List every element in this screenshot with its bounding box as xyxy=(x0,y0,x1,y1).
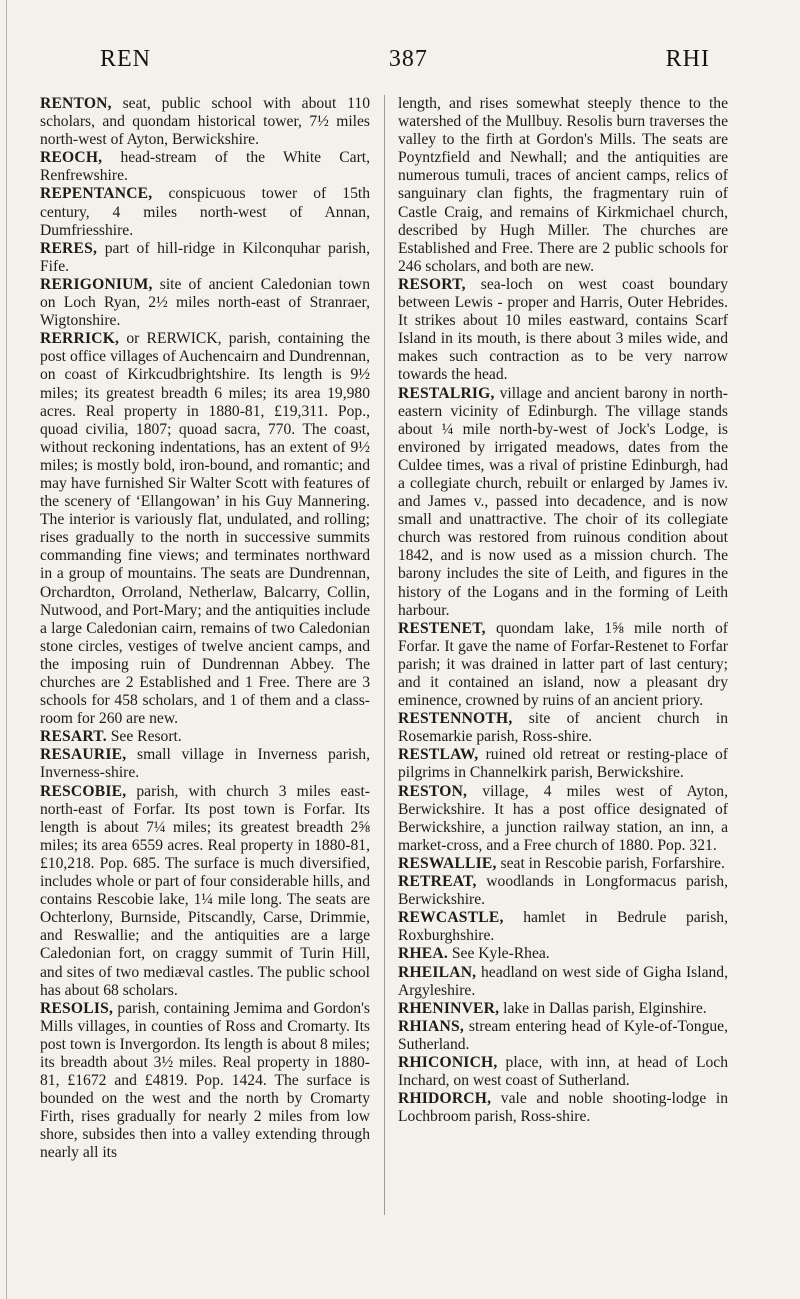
entry-resart xyxy=(40,728,370,746)
entry-rewcastle xyxy=(398,909,728,945)
entry-text: hamlet in Bedrule parish, Roxburghshire. xyxy=(398,909,728,945)
header-left-guideword: REN xyxy=(100,46,151,72)
entry-text: parish, with church 3 miles east-north-east of Forfar. Its post town is Forfar. Its length is about 7¼ miles; its greatest breadth 2⅝ miles; its area 6559 acres. Real property in 1880-81, £10,218. Pop. 685. The surface is much diversified, includes whole or part of four considerable hills, and contains Rescobie lake, 1¼ mile long. The seats are Ochterlony, Burnside, Pitscandly, Carse, Drimmie, and Reswallie; and the antiquities are a large Caledonian fort, on craggy summit of Turin Hill, and sites of two mediæval castles. The public school has about 68 scholars. xyxy=(40,782,370,999)
header-right-guideword: RHI xyxy=(665,46,710,72)
entry-headword: RESART. xyxy=(40,728,107,746)
entry-rheninver xyxy=(398,1000,728,1018)
entry-headword: RERIGONIUM, xyxy=(40,275,153,293)
entry-headword: RESORT, xyxy=(398,275,466,293)
entry-text: lake in Dallas parish, Elginshire. xyxy=(499,999,707,1017)
entry-retreat xyxy=(398,873,728,909)
entry-text: part of hill-ridge in Kilconquhar parish, Fife. xyxy=(40,239,370,275)
entry-reres xyxy=(40,240,370,276)
entry-rhidorch xyxy=(398,1090,728,1126)
left-column xyxy=(40,95,370,1163)
entry-rhiconich xyxy=(398,1054,728,1090)
entry-headword: RHENINVER, xyxy=(398,999,500,1017)
entry-headword: RESTENET, xyxy=(398,619,486,637)
entry-headword: RESTLAW, xyxy=(398,746,479,764)
right-column xyxy=(398,95,728,1126)
entry-headword: RHICONICH, xyxy=(398,1053,498,1071)
entry-text: conspicuous tower of 15th century, 4 miles north-west of Annan, Dumfriesshire. xyxy=(40,185,370,239)
entry-text: place, with inn, at head of Loch Inchard, on west coast of Sutherland. xyxy=(398,1053,728,1090)
entry-resaurie xyxy=(40,746,370,782)
entry-headword: RERES, xyxy=(40,239,98,257)
entry-resolis-continued xyxy=(398,95,728,276)
running-header xyxy=(100,46,710,73)
entry-headword: REOCH, xyxy=(40,149,103,167)
entry-restalrig xyxy=(398,385,728,620)
entry-text: seat, public school with about 110 scholars, and quondam historical tower, 7½ miles north-west of Ayton, Berwickshire. xyxy=(40,95,370,149)
entry-headword: RHIDORCH, xyxy=(398,1090,492,1108)
entry-resort xyxy=(398,276,728,385)
entry-text: stream entering head of Kyle-of-Tongue, Sutherland. xyxy=(398,1017,728,1053)
entry-headword: REPENTANCE, xyxy=(40,185,153,203)
entry-rhians xyxy=(398,1018,728,1054)
entry-text: ruined old retreat or resting-place of pilgrims in Channelkirk parish, Berwickshire. xyxy=(398,746,728,782)
entry-text: head-stream of the White Cart, Renfrewshire. xyxy=(40,149,370,185)
entry-headword: RERRICK, xyxy=(40,330,120,348)
entry-headword: RESTALRIG, xyxy=(398,384,495,402)
entry-headword: RESTENNOTH, xyxy=(398,710,513,728)
entry-headword: RHEA. xyxy=(398,945,448,963)
entry-headword: RETREAT, xyxy=(398,873,477,891)
entry-text: village and ancient barony in north-eastern vicinity of Edinburgh. The village stands about ¼ mile north-by-west of Jock's Lodge, is environed by irrigated meadows, dates from the Culdee times, was a rival of pristine Edinburgh, had a collegiate church, rebuilt or enlarged by James iv. and James v., passed into decadence, and is now small and unattractive. The choir of its collegiate church was restored from ruinous condition about 1842, and is now used as a mission church. The barony includes the site of Leith, and figures in the history of the Logans and in the forming of Leith harbour. xyxy=(398,384,728,619)
entry-text: vale and noble shooting-lodge in Lochbroom parish, Ross-shire. xyxy=(398,1090,728,1126)
entry-text: or RERWICK, parish, containing the post office villages of Auchencairn and Dundrennan, on coast of Kirkcudbrightshire. Its length is 9½ miles; its greatest breadth 6 miles; its area 19,980 acres. Real property in 1880-81, £19,311. Pop., quoad civilia, 1807; quoad sacra, 770. The coast, without reckoning indentations, has an extent of 9½ miles; is mostly bold, iron-bound, and romantic; and may have furnished Sir Walter Scott with features of the scenery of ‘Ellangowan’ in his Guy Mannering. The interior is variously flat, undulated, and rolling; rises gradually to the north in successive summits commanding fine views; and terminates northward in a group of mountains. The seats are Dundrennan, Orchardton, Orroland, Netherlaw, Balcarry, Collin, Nutwood, and Port-Mary; and the antiquities include a large Caledonian cairn, remains of two Caledonian stone circles, vestiges of twelve ancient camps, and the imposing ruin of Dundrennan Abbey. The churches are 2 Established and 1 Free. There are 3 schools for 458 scholars, and 1 of them and a class-room for 260 are new. xyxy=(40,330,370,728)
entry-text: woodlands in Longformacus parish, Berwickshire. xyxy=(398,873,728,909)
entry-reoch xyxy=(40,149,370,185)
entry-rerrick xyxy=(40,330,370,728)
entry-headword: RHIANS, xyxy=(398,1017,464,1035)
entry-headword: RESAURIE, xyxy=(40,746,127,764)
entry-headword: RESWALLIE, xyxy=(398,854,497,872)
page-edge-line xyxy=(6,0,7,1299)
entry-headword: RENTON, xyxy=(40,95,112,112)
entry-headword: RESTON, xyxy=(398,782,468,800)
entry-text: See Kyle-Rhea. xyxy=(447,945,550,963)
entry-restennoth xyxy=(398,710,728,746)
entry-headword: RHEILAN, xyxy=(398,963,477,981)
entry-text: length, and rises somewhat steeply thence to the watershed of the Mullbuy. Resolis burn traverses the valley to the firth at Gordon's Mills. The seats are Poyntzfield and Newhall; and the antiquities are numerous tumuli, traces of ancient camps, relics of sanguinary clan fights, the fragmentary ruin of Castle Craig, and remains of Kirkmichael church, described by Hugh Miller. The churches are Established and Free. There are 2 public schools for 246 scholars, and both are new. xyxy=(398,95,728,275)
entry-repentance xyxy=(40,185,370,239)
entry-restenet xyxy=(398,620,728,710)
entry-headword: RESOLIS, xyxy=(40,999,114,1017)
column-divider xyxy=(384,95,385,1215)
page-number: 387 xyxy=(388,46,428,72)
entry-rescobie xyxy=(40,783,370,1000)
entry-text: seat in Rescobie parish, Forfarshire. xyxy=(496,854,725,872)
entry-rerigonium xyxy=(40,276,370,330)
entry-headword: RESCOBIE, xyxy=(40,782,127,800)
entry-rhea xyxy=(398,945,728,963)
entry-text: quondam lake, 1⅝ mile north of Forfar. It gave the name of Forfar-Restenet to Forfar parish; it was drained in latter part of last century; and it contained an island, now a pleasant dry eminence, crowned by ruins of an ancient priory. xyxy=(398,619,728,710)
entry-rheilan xyxy=(398,964,728,1000)
entry-text: parish, containing Jemima and Gordon's Mills villages, in counties of Ross and Cromarty. Its post town is Invergordon. Its length is about 8 miles; its breadth about 3½ miles. Real property in 1880-81, £1672 and £4819. Pop. 1424. The surface is bounded on the west and the north by Cromarty Firth, rises gradually for nearly 2 miles from low shore, subsides then into a valley extending through nearly all its xyxy=(40,999,370,1162)
entry-text: village, 4 miles west of Ayton, Berwickshire. It has a post office designated of Berwickshire, a junction railway station, an inn, a market-cross, and a Free church of 1880. Pop. 321. xyxy=(398,782,728,854)
entry-headword: REWCASTLE, xyxy=(398,909,504,927)
entry-text: sea-loch on west coast boundary between Lewis - proper and Harris, Outer Hebrides. It strikes about 10 miles eastward, contains Scarf Island in its mouth, is there about 3 miles wide, and makes such contraction as to be very narrow towards the head. xyxy=(398,275,728,384)
entry-text: small village in Inverness parish, Inverness-shire. xyxy=(40,746,370,782)
entry-text: See Resort. xyxy=(106,728,182,746)
entry-reswallie xyxy=(398,855,728,873)
entry-restlaw xyxy=(398,746,728,782)
entry-resolis xyxy=(40,1000,370,1163)
entry-text: site of ancient Caledonian town on Loch Ryan, 2½ miles north-east of Stranraer, Wigtonshire. xyxy=(40,275,370,330)
entry-text: site of ancient church in Rosemarkie parish, Ross-shire. xyxy=(398,710,728,746)
entry-renton xyxy=(40,95,370,149)
entry-reston xyxy=(398,783,728,855)
entry-text: headland on west side of Gigha Island, Argyleshire. xyxy=(398,963,728,999)
